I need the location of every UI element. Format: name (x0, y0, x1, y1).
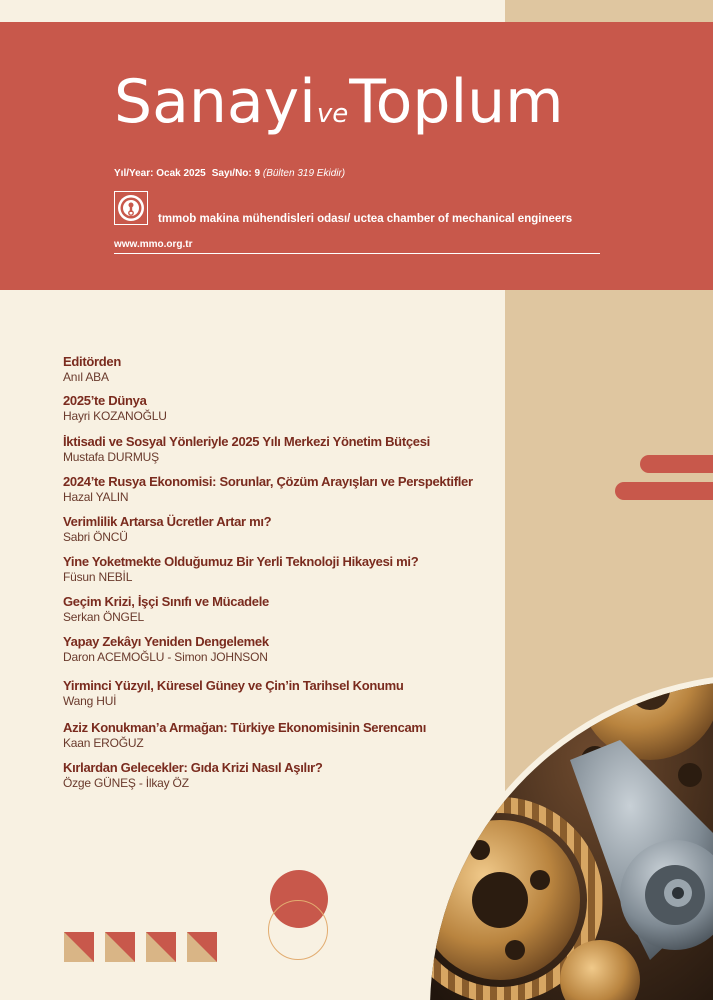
issue-date: Yıl/Year: Ocak 2025 (114, 168, 206, 179)
toc-item[interactable] (63, 554, 418, 585)
toc-title: Yapay Zekâyı Yeniden Dengelemek (63, 634, 269, 649)
toc-title: İktisadi ve Sosyal Yönleriyle 2025 Yılı Merkezi Yönetim Bütçesi (63, 434, 430, 449)
toc-item[interactable] (63, 354, 121, 385)
issue-info (114, 168, 345, 179)
toc-title: Yirminci Yüzyıl, Küresel Güney ve Çin’in Tarihsel Konumu (63, 678, 404, 693)
toc-author: Wang HUİ (63, 694, 117, 708)
gears-photo (420, 0, 713, 1000)
toc-title: Geçim Krizi, İşçi Sınıfı ve Mücadele (63, 594, 269, 609)
title-connector: ve (316, 99, 349, 129)
toc-title: Verimlilik Artarsa Ücretler Artar mı? (63, 514, 272, 529)
toc-title: Kırlardan Gelecekler: Gıda Krizi Nasıl Aşılır? (63, 760, 323, 775)
toc-author: Anıl ABA (63, 370, 109, 384)
website-link[interactable]: www.mmo.org.tr (114, 239, 193, 250)
toc-item[interactable] (63, 594, 269, 625)
toc-author: Füsun NEBİL (63, 570, 133, 584)
decorative-triangle (187, 932, 217, 962)
toc-item[interactable] (63, 760, 323, 791)
decorative-triangle (105, 932, 135, 962)
bulletin-note: (Bülten 319 Ekidir) (262, 168, 346, 179)
toc-title: Editörden (63, 354, 121, 369)
toc-author: Serkan ÖNGEL (63, 610, 144, 624)
toc-title: Aziz Konukman’a Armağan: Türkiye Ekonomisinin Serencamı (63, 720, 427, 735)
mmo-logo-icon (114, 191, 148, 225)
toc-title: Yine Yoketmekte Olduğumuz Bir Yerli Teknoloji Hikayesi mi? (63, 554, 419, 569)
toc-item[interactable] (63, 678, 404, 709)
toc-author: Özge GÜNEŞ - İlkay ÖZ (63, 776, 189, 790)
toc-title: 2024’te Rusya Ekonomisi: Sorunlar, Çözüm Arayışları ve Perspektifler (63, 474, 473, 489)
toc-author: Kaan EROĞUZ (63, 736, 144, 750)
decorative-triangle (146, 932, 176, 962)
organization-name: tmmob makina mühendisleri odası/ uctea chamber of mechanical engineers (158, 213, 573, 225)
decorative-circle-outline (268, 900, 328, 960)
toc-author: Hazal YALIN (63, 490, 129, 504)
toc-author: Hayri KOZANOĞLU (63, 409, 167, 423)
toc-author: Daron ACEMOĞLU - Simon JOHNSON (63, 650, 268, 664)
toc-title: 2025’te Dünya (63, 393, 147, 408)
toc-author: Sabri ÖNCÜ (63, 530, 128, 544)
toc-item[interactable] (63, 634, 269, 665)
toc-item[interactable] (63, 393, 167, 424)
toc-item[interactable] (63, 514, 271, 545)
title-part2: Toplum (349, 67, 564, 137)
toc-item[interactable] (63, 720, 426, 751)
title-part1: Sanayi (114, 67, 316, 137)
toc-author: Mustafa DURMUŞ (63, 450, 159, 464)
toc-item[interactable] (63, 474, 473, 505)
toc-item[interactable] (63, 434, 430, 465)
issue-number: Sayı/No: 9 (211, 168, 261, 179)
decorative-triangle (64, 932, 94, 962)
